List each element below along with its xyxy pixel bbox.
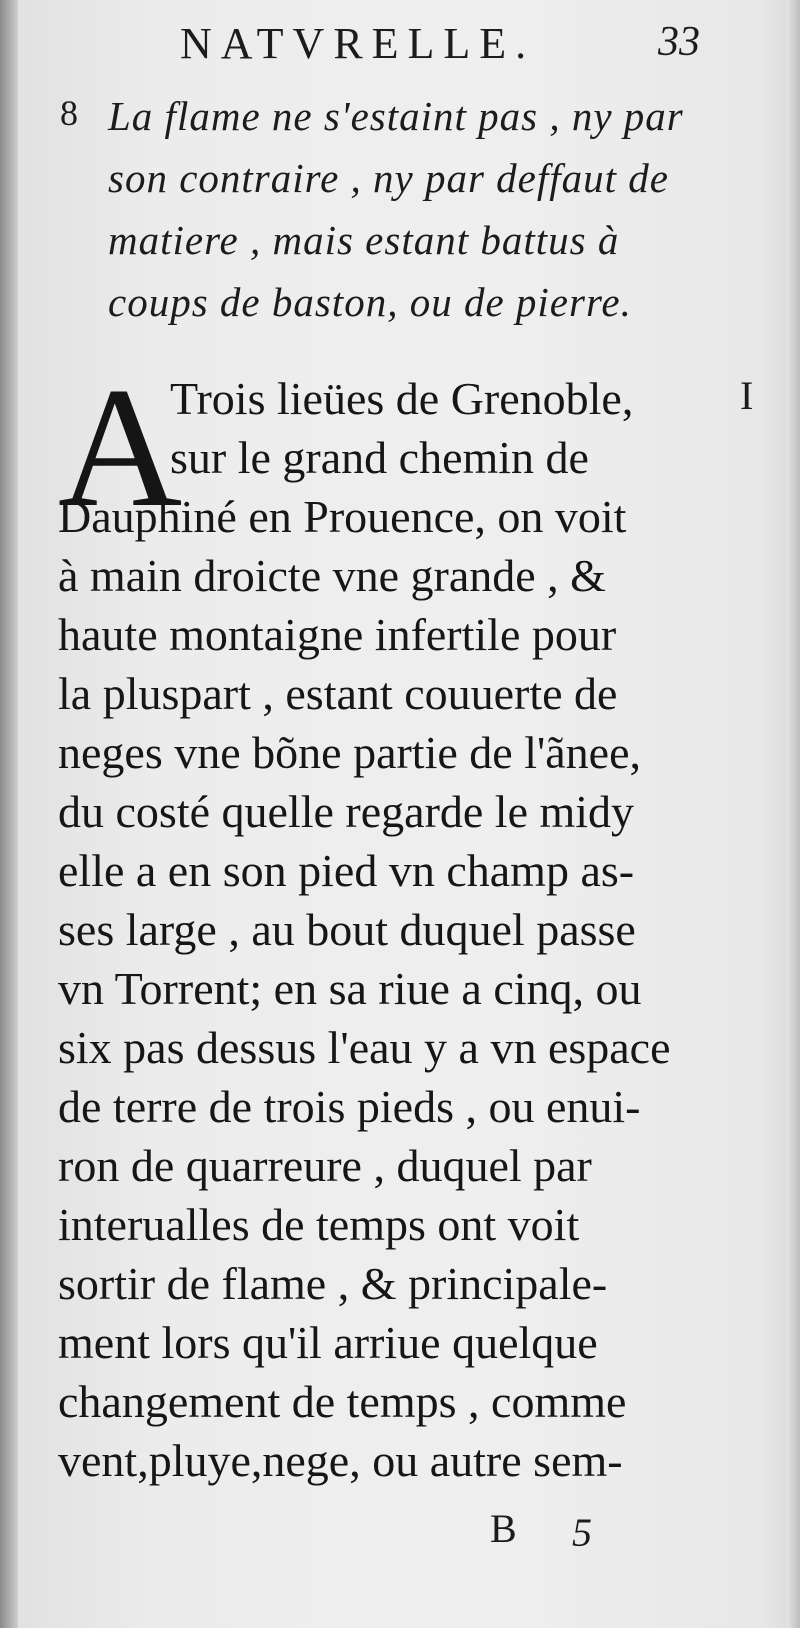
summary-number: 8 (60, 93, 78, 133)
summary-line: La flame ne s'estaint pas , ny par (108, 93, 684, 139)
summary-line: coups de baston, ou de pierre. (108, 279, 632, 325)
body-line: de terre de trois pieds , ou enui- (58, 1081, 641, 1132)
body-line: neges vne bõne partie de l'ãnee, (58, 727, 642, 778)
body-line: du costé quelle regarde le midy (58, 786, 635, 837)
body-line: à main droicte vne grande , & (58, 550, 606, 601)
body-line: Trois lieües de Grenoble, (170, 373, 634, 424)
body-line: ses large , au bout duquel passe (58, 904, 636, 955)
summary-line: son contraire , ny par deffaut de (108, 155, 669, 201)
body-line: ron de quarreure , duquel par (58, 1140, 592, 1191)
body-line: sortir de flame , & principale- (58, 1258, 608, 1309)
body-line: ment lors qu'il arriue quelque (58, 1317, 598, 1368)
body-line: vn Torrent; en sa riue a cinq, ou (58, 963, 642, 1014)
body-line: Dauphiné en Prouence, on voit (58, 491, 627, 542)
drop-cap: A (58, 353, 183, 543)
page-header (180, 18, 700, 78)
body-line: elle a en son pied vn champ as- (58, 845, 635, 896)
body-line: haute montaigne infertile pour (58, 609, 617, 660)
marginal-note-number: I (740, 373, 754, 418)
body-line: changement de temps , comme (58, 1376, 627, 1427)
running-head: NATVRELLE. (180, 19, 536, 68)
body-line: sur le grand chemin de (170, 432, 589, 483)
summary-line: matiere , mais estant battus à (108, 217, 620, 263)
gutter-shadow (0, 0, 18, 1628)
body-line: six pas dessus l'eau y a vn espace (58, 1022, 671, 1073)
body-line: interualles de temps ont voit (58, 1199, 580, 1250)
body-line: la pluspart , estant couuerte de (58, 668, 618, 719)
page-edge (786, 0, 800, 1628)
body-line: vent,pluye,nege, ou autre sem- (58, 1435, 623, 1486)
signature-number: 5 (572, 1510, 592, 1555)
page-number: 33 (658, 19, 700, 65)
signature-mark: B (490, 1506, 517, 1551)
